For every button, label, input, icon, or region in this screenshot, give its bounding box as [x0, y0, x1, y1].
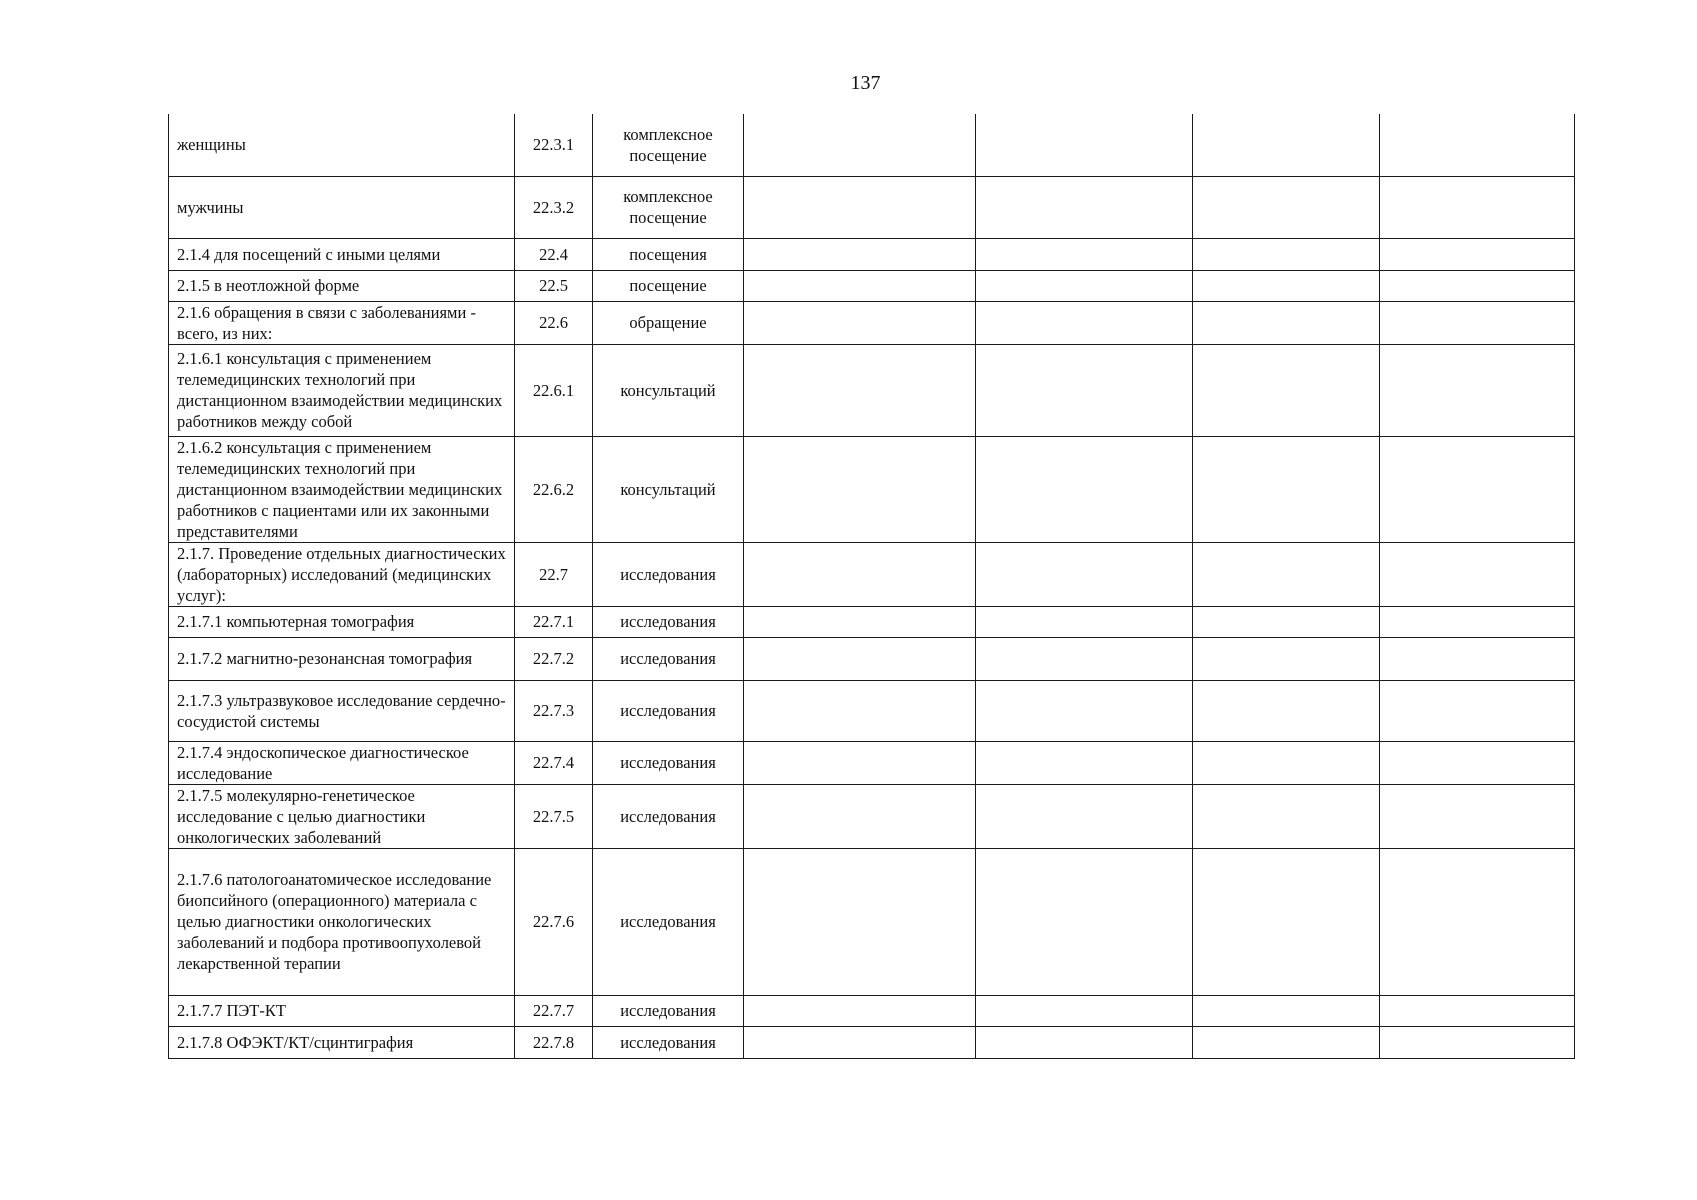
table-row — [169, 741, 1575, 784]
value-cell-1 — [744, 680, 976, 741]
row-unit-cell: исследования — [593, 680, 744, 741]
row-name-cell: женщины — [169, 114, 515, 176]
table-row — [169, 606, 1575, 637]
row-name-cell: 2.1.5 в неотложной форме — [169, 270, 515, 301]
row-name-cell: 2.1.6.1 консультация с применением телемедицинских технологий при дистанционном взаимодействии медицинских работников между собой — [169, 344, 515, 436]
value-cell-1 — [744, 741, 976, 784]
value-cell-3 — [1193, 995, 1380, 1026]
row-name-cell: 2.1.7.4 эндоскопическое диагностическое исследование — [169, 741, 515, 784]
table-row — [169, 542, 1575, 606]
table-row — [169, 238, 1575, 270]
value-cell-1 — [744, 238, 976, 270]
value-cell-4 — [1380, 784, 1575, 848]
value-cell-4 — [1380, 270, 1575, 301]
row-name-cell: 2.1.7.8 ОФЭКТ/КТ/сцинтиграфия — [169, 1026, 515, 1058]
row-code-cell: 22.4 — [515, 238, 593, 270]
row-unit-cell: исследования — [593, 741, 744, 784]
value-cell-3 — [1193, 784, 1380, 848]
row-code-cell: 22.7.2 — [515, 637, 593, 680]
value-cell-4 — [1380, 606, 1575, 637]
value-cell-3 — [1193, 741, 1380, 784]
row-unit-cell: исследования — [593, 606, 744, 637]
value-cell-4 — [1380, 344, 1575, 436]
value-cell-4 — [1380, 741, 1575, 784]
row-code-cell: 22.7.7 — [515, 995, 593, 1026]
value-cell-1 — [744, 784, 976, 848]
row-unit-cell: исследования — [593, 637, 744, 680]
value-cell-1 — [744, 637, 976, 680]
row-name-cell: 2.1.6 обращения в связи с заболеваниями - всего, из них: — [169, 301, 515, 344]
table-row — [169, 301, 1575, 344]
table-row — [169, 114, 1575, 176]
value-cell-3 — [1193, 114, 1380, 176]
row-code-cell: 22.6.2 — [515, 436, 593, 542]
row-code-cell: 22.7.4 — [515, 741, 593, 784]
value-cell-2 — [976, 995, 1193, 1026]
value-cell-1 — [744, 301, 976, 344]
row-name-cell: 2.1.7.3 ультразвуковое исследование сердечно-сосудистой системы — [169, 680, 515, 741]
row-code-cell: 22.5 — [515, 270, 593, 301]
row-unit-cell: посещения — [593, 238, 744, 270]
value-cell-4 — [1380, 848, 1575, 995]
value-cell-4 — [1380, 680, 1575, 741]
value-cell-3 — [1193, 680, 1380, 741]
row-code-cell: 22.7.1 — [515, 606, 593, 637]
report-table — [168, 114, 1575, 1059]
table-row — [169, 784, 1575, 848]
value-cell-4 — [1380, 995, 1575, 1026]
value-cell-1 — [744, 848, 976, 995]
table-row — [169, 995, 1575, 1026]
value-cell-3 — [1193, 238, 1380, 270]
row-unit-cell: исследования — [593, 542, 744, 606]
table-body — [169, 114, 1575, 1058]
row-name-cell: мужчины — [169, 176, 515, 238]
row-code-cell: 22.7.3 — [515, 680, 593, 741]
value-cell-1 — [744, 436, 976, 542]
value-cell-1 — [744, 1026, 976, 1058]
row-code-cell: 22.7.5 — [515, 784, 593, 848]
row-name-cell: 2.1.7.7 ПЭТ-КТ — [169, 995, 515, 1026]
row-code-cell: 22.6.1 — [515, 344, 593, 436]
value-cell-2 — [976, 238, 1193, 270]
row-unit-cell: исследования — [593, 848, 744, 995]
value-cell-1 — [744, 995, 976, 1026]
value-cell-4 — [1380, 542, 1575, 606]
value-cell-4 — [1380, 301, 1575, 344]
table-row — [169, 436, 1575, 542]
value-cell-2 — [976, 114, 1193, 176]
value-cell-2 — [976, 176, 1193, 238]
table-row — [169, 680, 1575, 741]
value-cell-3 — [1193, 301, 1380, 344]
row-code-cell: 22.7.6 — [515, 848, 593, 995]
value-cell-1 — [744, 542, 976, 606]
row-code-cell: 22.7.8 — [515, 1026, 593, 1058]
value-cell-3 — [1193, 1026, 1380, 1058]
value-cell-2 — [976, 436, 1193, 542]
table-row — [169, 176, 1575, 238]
value-cell-4 — [1380, 1026, 1575, 1058]
table-row — [169, 344, 1575, 436]
value-cell-1 — [744, 176, 976, 238]
value-cell-1 — [744, 114, 976, 176]
page-number: 137 — [850, 72, 881, 94]
row-name-cell: 2.1.7.1 компьютерная томография — [169, 606, 515, 637]
value-cell-1 — [744, 344, 976, 436]
row-name-cell: 2.1.7.6 патологоанатомическое исследование биопсийного (операционного) материала с целью диагностики онкологических заболеваний и подбора противоопухолевой лекарственной терапии — [169, 848, 515, 995]
row-code-cell: 22.6 — [515, 301, 593, 344]
row-unit-cell: консультаций — [593, 436, 744, 542]
row-unit-cell: посещение — [593, 270, 744, 301]
value-cell-2 — [976, 848, 1193, 995]
value-cell-1 — [744, 606, 976, 637]
value-cell-4 — [1380, 114, 1575, 176]
value-cell-3 — [1193, 270, 1380, 301]
value-cell-3 — [1193, 176, 1380, 238]
table-row — [169, 270, 1575, 301]
value-cell-3 — [1193, 542, 1380, 606]
value-cell-4 — [1380, 176, 1575, 238]
value-cell-3 — [1193, 848, 1380, 995]
row-unit-cell: комплексное посещение — [593, 176, 744, 238]
row-unit-cell: исследования — [593, 995, 744, 1026]
value-cell-2 — [976, 637, 1193, 680]
row-name-cell: 2.1.7.2 магнитно-резонансная томография — [169, 637, 515, 680]
row-unit-cell: обращение — [593, 301, 744, 344]
row-unit-cell: консультаций — [593, 344, 744, 436]
row-code-cell: 22.3.2 — [515, 176, 593, 238]
value-cell-2 — [976, 301, 1193, 344]
table-row — [169, 637, 1575, 680]
value-cell-2 — [976, 542, 1193, 606]
row-name-cell: 2.1.7. Проведение отдельных диагностических (лабораторных) исследований (медицинских услуг): — [169, 542, 515, 606]
value-cell-3 — [1193, 637, 1380, 680]
value-cell-2 — [976, 680, 1193, 741]
value-cell-4 — [1380, 238, 1575, 270]
value-cell-3 — [1193, 436, 1380, 542]
row-unit-cell: исследования — [593, 1026, 744, 1058]
value-cell-2 — [976, 741, 1193, 784]
row-code-cell: 22.7 — [515, 542, 593, 606]
row-code-cell: 22.3.1 — [515, 114, 593, 176]
value-cell-2 — [976, 606, 1193, 637]
row-unit-cell: исследования — [593, 784, 744, 848]
row-name-cell: 2.1.6.2 консультация с применением телемедицинских технологий при дистанционном взаимодействии медицинских работников с пациентами или их законными представителями — [169, 436, 515, 542]
value-cell-2 — [976, 270, 1193, 301]
row-name-cell: 2.1.4 для посещений с иными целями — [169, 238, 515, 270]
value-cell-1 — [744, 270, 976, 301]
value-cell-2 — [976, 784, 1193, 848]
value-cell-3 — [1193, 606, 1380, 637]
value-cell-2 — [976, 344, 1193, 436]
value-cell-3 — [1193, 344, 1380, 436]
value-cell-4 — [1380, 436, 1575, 542]
value-cell-2 — [976, 1026, 1193, 1058]
row-name-cell: 2.1.7.5 молекулярно-генетическое исследование с целью диагностики онкологических заболеваний — [169, 784, 515, 848]
table-row — [169, 1026, 1575, 1058]
row-unit-cell: комплексное посещение — [593, 114, 744, 176]
value-cell-4 — [1380, 637, 1575, 680]
table-row — [169, 848, 1575, 995]
